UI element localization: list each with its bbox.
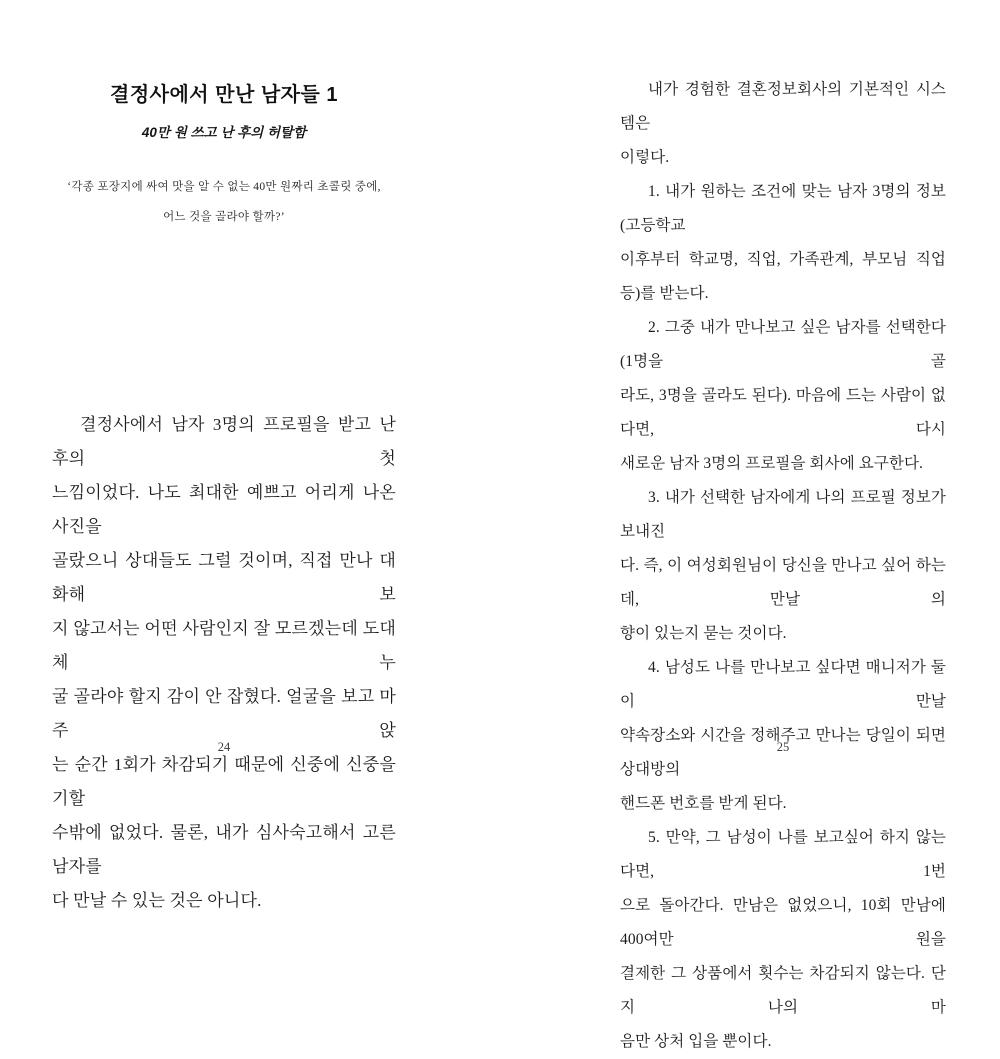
- left-page: [52, 0, 396, 910]
- text-line: 골랐으니 상대들도 그럴 것이며, 직접 만나 대화해 보: [52, 551, 396, 604]
- text-line: 약속장소와 시간을 정해주고 만나는 당일이 되면 상대방의: [620, 727, 946, 778]
- text-line: 다. 즉, 이 여성회원님이 당신을 만나고 싶어 하는데, 만날 의: [620, 557, 946, 608]
- text-line: 음만 상처 입을 뿐이다.: [620, 1033, 772, 1050]
- text-line: 5. 만약, 그 남성이 나를 보고싶어 하지 않는다면, 1번: [620, 829, 946, 880]
- text-line: 수밖에 없었다. 물론, 내가 심사숙고해서 고른 남자를: [52, 823, 396, 876]
- quote-line: ‘각종 포장지에 싸여 맛을 알 수 없는 40만 원짜리 초콜릿 중에,: [67, 181, 381, 193]
- text-line: 지 않고서는 어떤 사람인지 잘 모르겠는데 도대체 누: [52, 619, 396, 672]
- right-body-paragraphs: [620, 73, 946, 1059]
- text-line: 향이 있는지 묻는 것이다.: [620, 625, 787, 642]
- quote-line: 어느 것을 골라야 할까?’: [163, 211, 285, 223]
- left-body-paragraph: [52, 408, 396, 918]
- text-line: 2. 그중 내가 만나보고 싶은 남자를 선택한다(1명을 골: [620, 319, 946, 370]
- text-line: 느낌이었다. 나도 최대한 예쁘고 어리게 나온 사진을: [52, 483, 396, 536]
- text-line: 1. 내가 원하는 조건에 맞는 남자 3명의 정보(고등학교: [620, 183, 946, 234]
- text-line: 내가 경험한 결혼정보회사의 기본적인 시스템은: [620, 81, 946, 132]
- page-number-right: 25: [776, 740, 790, 754]
- text-line: 는 순간 1회가 차감되기 때문에 신중에 신중을 기할: [52, 755, 396, 808]
- text-line: 결정사에서 남자 3명의 프로필을 받고 난 후의 첫: [52, 415, 396, 468]
- text-line: 핸드폰 번호를 받게 된다.: [620, 795, 787, 812]
- text-line: 4. 남성도 나를 만나보고 싶다면 매니저가 둘이 만날: [620, 659, 946, 710]
- text-line: 라도, 3명을 골라도 된다). 마음에 드는 사람이 없다면, 다시: [620, 387, 946, 438]
- text-line: 이후부터 학교명, 직업, 가족관계, 부모님 직업 등)를 받는다.: [620, 251, 946, 302]
- chapter-subtitle: 40만 원 쓰고 난 후의 허탈함: [141, 125, 307, 140]
- text-line: 굴 골라야 할지 감이 안 잡혔다. 얼굴을 보고 마주 앉: [52, 687, 396, 740]
- text-line: 다 만날 수 있는 것은 아니다.: [52, 891, 262, 910]
- text-line: 이렇다.: [620, 149, 670, 166]
- text-line: 으로 돌아간다. 만남은 없었으니, 10회 만남에 400여만 원을: [620, 897, 946, 948]
- chapter-title: 결정사에서 만난 남자들 1: [110, 84, 338, 106]
- text-line: 결제한 그 상품에서 횟수는 차감되지 않는다. 단지 나의 마: [620, 965, 946, 1016]
- text-line: 새로운 남자 3명의 프로필을 회사에 요구한다.: [620, 455, 924, 472]
- text-line: 3. 내가 선택한 남자에게 나의 프로필 정보가 보내진: [620, 489, 946, 540]
- page-number-left: 24: [217, 740, 231, 754]
- epigraph-quote: [52, 172, 396, 232]
